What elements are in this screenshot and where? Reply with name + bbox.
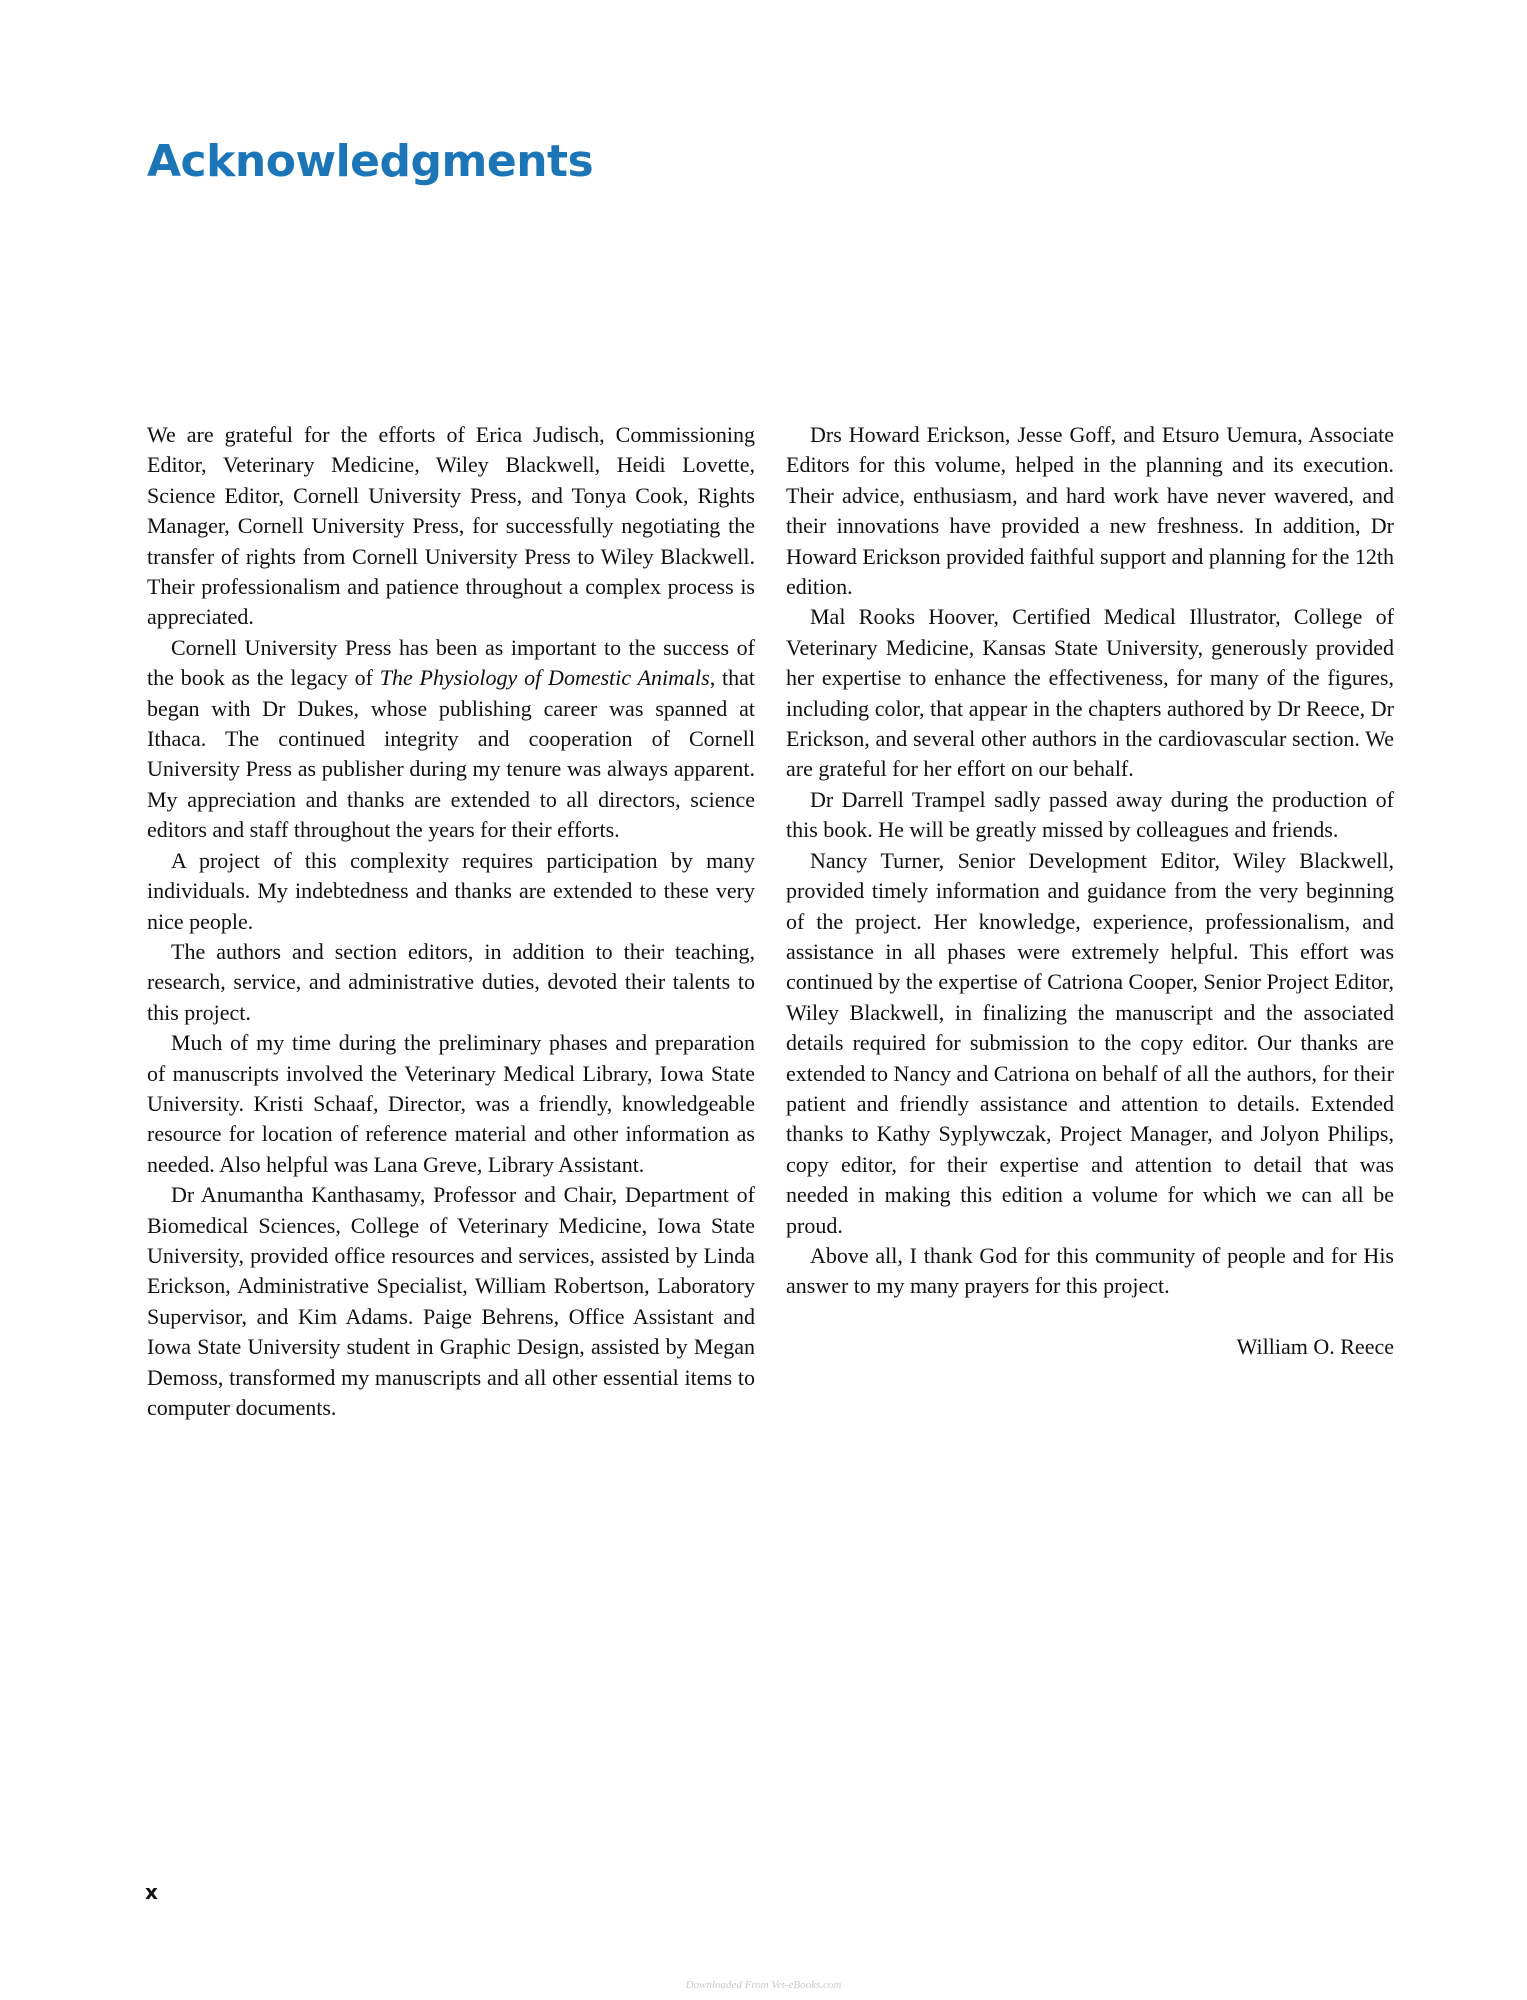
- footer-watermark: Downloaded From Vet-eBooks.com: [685, 1979, 842, 1991]
- paragraph-text: Cornell University Press has been as important to the success of the book as the legacy of: [147, 634, 755, 691]
- paragraph-text: , that began with Dr Dukes, whose publishing career was spanned at Ithaca. The continued integrity and cooperation of Cornell University Press as publisher during my tenure was always apparent. My appreciation and thanks are extended to all directors, science editors and staff throughout the years for their efforts.: [147, 665, 755, 843]
- paragraph: Drs Howard Erickson, Jesse Goff, and Etsuro Uemura, Associate Editors for this volume, helped in the planning and its execution. Their advice, enthusiasm, and hard work have never wavered, and their innovations have provided a new freshness. In addition, Dr Howard Erickson provided faithful support and planning for the 12th edition.: [786, 422, 1394, 600]
- paragraph: Dr Darrell Trampel sadly passed away during the production of this book. He will be greatly missed by colleagues and friends.: [786, 786, 1394, 843]
- paragraph: Mal Rooks Hoover, Certified Medical Illustrator, College of Veterinary Medicine, Kansas State University, generously provided her expertise to enhance the effectiveness, for many of the figures, including color, that appear in the chapters authored by Dr Reece, Dr Erickson, and several other authors in the cardiovascular section. We are grateful for her effort on our behalf.: [786, 604, 1394, 782]
- paragraph: [147, 633, 755, 846]
- page-number: x: [145, 1880, 158, 1904]
- paragraph: Above all, I thank God for this community of people and for His answer to my many prayers for this project.: [786, 1242, 1394, 1299]
- paragraph: We are grateful for the efforts of Erica Judisch, Commissioning Editor, Veterinary Medicine, Wiley Blackwell, Heidi Lovette, Science Editor, Cornell University Press, and Tonya Cook, Rights Manager, Cornell University Press, for successfully negotiating the transfer of rights from Cornell University Press to Wiley Blackwell. Their professionalism and patience throughout a complex process is appreciated.: [147, 422, 755, 630]
- signature: William O. Reece: [1236, 1333, 1394, 1359]
- paragraph: Much of my time during the preliminary phases and preparation of manuscripts involved the Veterinary Medical Library, Iowa State University. Kristi Schaaf, Director, was a friendly, knowledgeable resource for location of reference material and other information as needed. Also helpful was Lana Greve, Library Assistant.: [147, 1030, 755, 1177]
- paragraph: Dr Anumantha Kanthasamy, Professor and Chair, Department of Biomedical Sciences, College of Veterinary Medicine, Iowa State University, provided office resources and services, assisted by Linda Erickson, Administrative Specialist, William Robertson, Laboratory Supervisor, and Kim Adams. Paige Behrens, Office Assistant and Iowa State University student in Graphic Design, assisted by Megan Demoss, transformed my manuscripts and all other essential items to computer documents.: [147, 1182, 755, 1420]
- left-column: [147, 420, 755, 1423]
- paragraph: Nancy Turner, Senior Development Editor, Wiley Blackwell, provided timely information and guidance from the very beginning of the project. Her knowledge, experience, professionalism, and assistance in all phases were extremely helpful. This effort was continued by the expertise of Catriona Cooper, Senior Project Editor, Wiley Blackwell, in finalizing the manuscript and the associated details required for submission to the copy editor. Our thanks are extended to Nancy and Catriona on behalf of all the authors, for their patient and friendly assistance and attention to details. Extended thanks to Kathy Syplywczak, Project Manager, and Jolyon Philips, copy editor, for their expertise and attention to detail that was needed in making this edition a volume for which we can all be proud.: [786, 847, 1394, 1238]
- right-column: [786, 420, 1394, 1362]
- paragraph: The authors and section editors, in addition to their teaching, research, service, and administrative duties, devoted their talents to this project.: [147, 938, 755, 1025]
- book-title: The Physiology of Domestic Animals: [379, 665, 710, 691]
- paragraph: A project of this complexity requires participation by many individuals. My indebtedness and thanks are extended to these very nice people.: [147, 847, 755, 934]
- page-title: Acknowledgments: [147, 136, 594, 187]
